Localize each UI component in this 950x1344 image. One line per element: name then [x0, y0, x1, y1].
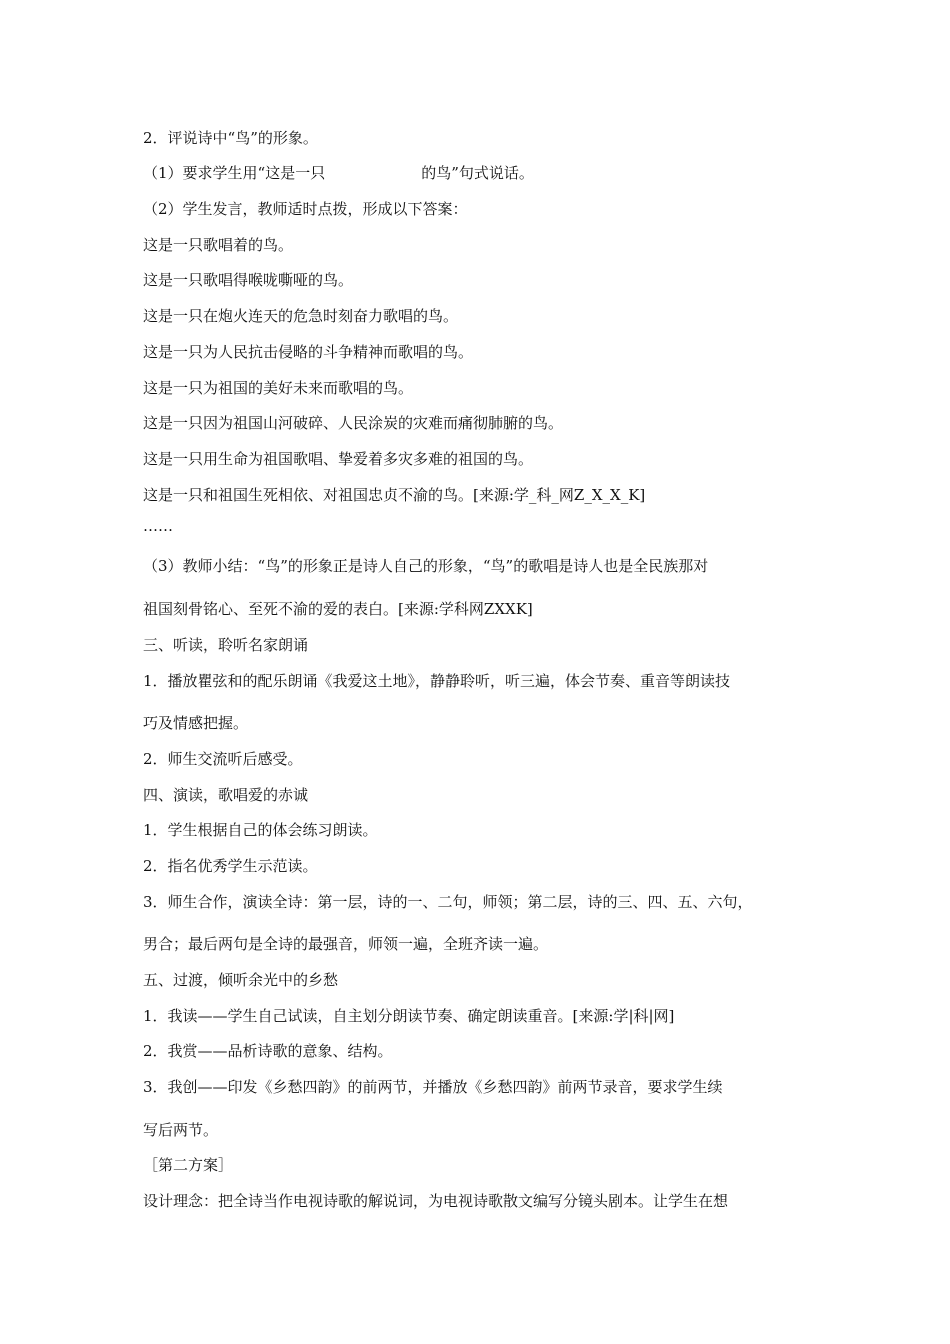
text-line: 1．播放瞿弦和的配乐朗诵《我爱这土地》，静静聆听，听三遍，体会节奏、重音等朗读技 [143, 672, 731, 690]
text-line: 2．指名优秀学生示范读。 [143, 857, 318, 875]
text-segment: （1）要求学生用“这是一只 [143, 164, 326, 182]
text-line: 巧及情感把握。 [143, 714, 249, 732]
text-line: 2．师生交流听后感受。 [143, 750, 303, 768]
text-line: 2．我赏——品析诗歌的意象、结构。 [143, 1042, 393, 1060]
text-line: 这是一只用生命为祖国歌唱、挚爱着多灾多难的祖国的鸟。 [143, 450, 534, 468]
text-line: 设计理念：把全诗当作电视诗歌的解说词，为电视诗歌散文编写分镜头剧本。让学生在想 [143, 1192, 729, 1210]
section-heading: 四、演读，歌唱爱的赤诚 [143, 786, 309, 804]
text-line: 这是一只歌唱得喉咙嘶哑的鸟。 [143, 271, 354, 289]
text-line: …… [143, 517, 173, 535]
text-line: 1．我读——学生自己试读，自主划分朗读节奏、确定朗读重音。[来源:学|科|网] [143, 1007, 675, 1025]
text-line: 3．我创——印发《乡愁四韵》的前两节，并播放《乡愁四韵》前两节录音，要求学生续 [143, 1078, 723, 1096]
text-line: （3）教师小结：“鸟”的形象正是诗人自己的形象，“鸟”的歌唱是诗人也是全民族那对 [143, 557, 709, 575]
text-line: 3．师生合作，演读全诗：第一层，诗的一、二句，师领；第二层，诗的三、四、五、六句， [143, 893, 753, 911]
text-line: 1．学生根据自己的体会练习朗读。 [143, 821, 378, 839]
text-line: 这是一只因为祖国山河破碎、人民涂炭的灾难而痛彻肺腑的鸟。 [143, 414, 564, 432]
text-line: 这是一只为人民抗击侵略的斗争精神而歌唱的鸟。 [143, 343, 474, 361]
text-line: 男合；最后两句是全诗的最强音，师领一遍，全班齐读一遍。 [143, 935, 549, 953]
text-line: 这是一只歌唱着的鸟。 [143, 236, 294, 254]
text-line: （2）学生发言，教师适时点拨，形成以下答案： [143, 200, 468, 218]
text-line: 祖国刻骨铭心、至死不渝的爱的表白。[来源:学科网ZXXK] [143, 600, 533, 618]
section-heading: ［第二方案］ [143, 1156, 234, 1174]
text-line: 这是一只和祖国生死相依、对祖国忠贞不渝的鸟。[来源:学_科_网Z_X_X_K] [143, 486, 646, 504]
text-line: 这是一只为祖国的美好未来而歌唱的鸟。 [143, 379, 414, 397]
text-segment: 的鸟”句式说话。 [421, 164, 534, 182]
text-line: 这是一只在炮火连天的危急时刻奋力歌唱的鸟。 [143, 307, 459, 325]
text-line [143, 163, 534, 183]
section-heading: 三、听读，聆听名家朗诵 [143, 636, 309, 654]
section-heading: 五、过渡，倾听余光中的乡愁 [143, 971, 339, 989]
text-line: 2．评说诗中“鸟”的形象。 [143, 129, 318, 147]
text-line: 写后两节。 [143, 1121, 219, 1139]
